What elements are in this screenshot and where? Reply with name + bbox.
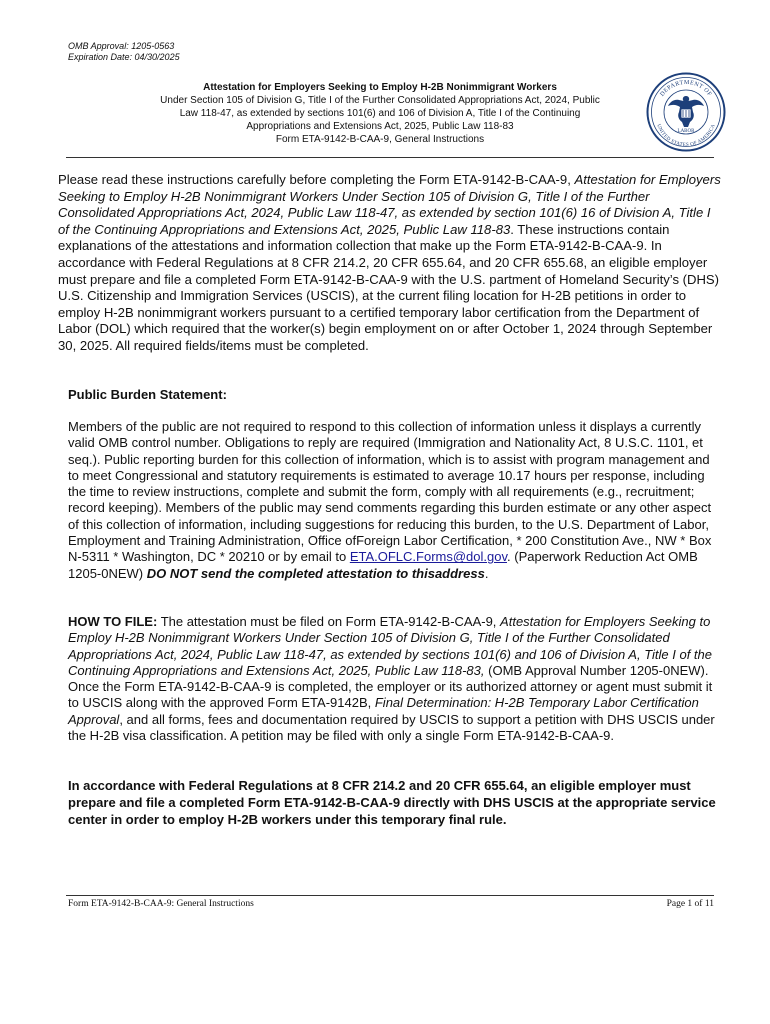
header-line-2: Law 118-47, as extended by sections 101(6) and 106 of Division A, Title I of the Continuing xyxy=(179,108,581,119)
howto-final-determination: Final Determination: H-2B Temporary Labor Certification Approval xyxy=(68,695,699,727)
burden-statement xyxy=(68,419,722,582)
seal-side-text: UNITED STATES OF AMERICA xyxy=(655,123,717,149)
burden-notice: DO NOT send the completed attestation to thisaddress xyxy=(146,565,485,581)
howto-form-title: Attestation for Employers Seeking to Employ H-2B Nonimmigrant Workers Under Section 105 of Division G, Title I of the Further Consolidated Appropriations Act, 2024, Public Law 118-47, as extended by sections 101(6) and 106 of Division A, Title I of the Continuing Appropriations and Extensions Act, 2025, Public Law 118-83, xyxy=(68,614,713,678)
dol-seal-icon xyxy=(646,72,726,152)
burden-pra: . (Paperwork Reduction Act OMB 1205-0NEW) xyxy=(68,549,698,581)
page-number: Page 1 of 11 xyxy=(666,899,714,909)
intro-form-title: Attestation for Employers Seeking to Employ H-2B Nonimmigrant Workers Under Section 105 of Division G, Title I of the Further Consolidated Appropriations Act, 2024, Public Law 118-47, as extended by section 101(6) 16 of Division A, Title I of the Continuing Appropriations and Extensions Act, 2025, Public Law 118-83 xyxy=(58,172,721,237)
footer-divider xyxy=(66,895,714,896)
intro-text: Please read these instructions carefully before completing the Form ETA-9142-B-CAA-9, xyxy=(58,172,575,187)
email-link[interactable]: ETA.OFLC.Forms@dol.gov xyxy=(349,549,508,565)
burden-heading: Public Burden Statement: xyxy=(68,387,227,402)
omb-approval: OMB Approval: 1205-0563 xyxy=(68,41,175,51)
accordance-statement: In accordance with Federal Regulations at 8 CFR 214.2 and 20 CFR 655.64, an eligible employer must prepare and file a completed Form ETA-9142-B-CAA-9 directly with DHS USCIS at the appropriate service center in order to employ H-2B workers under this temporary final rule. xyxy=(68,778,716,827)
intro-paragraph xyxy=(58,172,722,355)
howto-text-2: (OMB Approval Number 1205-0NEW). Once the Form ETA-9142-B-CAA-9 is completed, the employer or its authorized attorney or agent must submit it to USCIS along with the approved Form ETA-9142B, xyxy=(68,662,713,711)
header-line-4: Form ETA-9142-B-CAA-9, General Instructions xyxy=(275,134,485,145)
header-line-3: Appropriations and Extensions Act, 2025, Public Law 118-83 xyxy=(246,121,514,132)
expiration-date: Expiration Date: 04/30/2025 xyxy=(68,52,180,62)
footer-form-name: Form ETA-9142-B-CAA-9: General Instructions xyxy=(68,899,254,909)
howto-text-1: The attestation must be filed on Form ETA-9142-B-CAA-9, xyxy=(157,614,501,629)
seal-bottom-text: LABOR xyxy=(677,129,695,134)
omb-info xyxy=(68,41,180,63)
header-line-1: Under Section 105 of Division G, Title I of the Further Consolidated Appropriations Act, 2024, Public xyxy=(160,95,600,106)
seal-top-text: DEPARTMENT OF xyxy=(659,79,713,98)
howto-text-3: , and all forms, fees and documentation required by USCIS to support a petition with DHS USCIS under the H-2B visa classification. A petition may be filed with only a single Form ETA-9142-B-CAA-9. xyxy=(68,711,715,744)
how-to-file-label: HOW TO FILE: xyxy=(68,614,158,629)
burden-end: . xyxy=(484,565,489,581)
header-divider xyxy=(66,157,714,158)
document-title: Attestation for Employers Seeking to Employ H-2B Nonimmigrant Workers xyxy=(203,82,557,93)
how-to-file xyxy=(68,614,722,744)
intro-text-2: . These instructions contain explanations of the attestations and information collection that make up the Form ETA-9142-B-CAA-9. In accordance with Federal Regulations at 8 CFR 214.2, 20 CFR 655.64, and 20 CFR 655.68, an eligible employer must prepare and file a completed Form ETA-9142-B-CAA-9 with the U.S. partment of Homeland Security’s (DHS) U.S. Citizenship and Immigration Services (USCIS), at the current filing location for H-2B petitions in order to employ H-2B nonimmigrant workers pursuant to a certified temporary labor certification from the Department of Labor (DOL) which required that the worker(s) begin employment on or after October 1, 2024 through September 30, 2025. All required fields/items must be completed. xyxy=(58,221,720,353)
document-header xyxy=(120,81,640,146)
burden-text: Members of the public are not required to respond to this collection of information unless it displays a currently valid OMB control number. Obligations to reply are required (Immigration and Nationality Act, 8 U.S.C. 1101, et seq.). Public reporting burden for this collection of information, which is to assist with program management and to meet Congressional and statutory requirements is estimated to average 10.17 hours per response, including the time to review instructions, complete and submit the form, comply with all requirements (e.g., recruitment; record keeping). Members of the public may send comments regarding this burden estimate or any other aspect of this collection of information, including suggestions for reducing this burden, to the U.S. Department of Labor, Employment and Training Administration, Office ofForeign Labor Certification, * 200 Constitution Ave., NW * Box N-5311 * Washington, DC * 20210 or by email to xyxy=(68,419,712,565)
